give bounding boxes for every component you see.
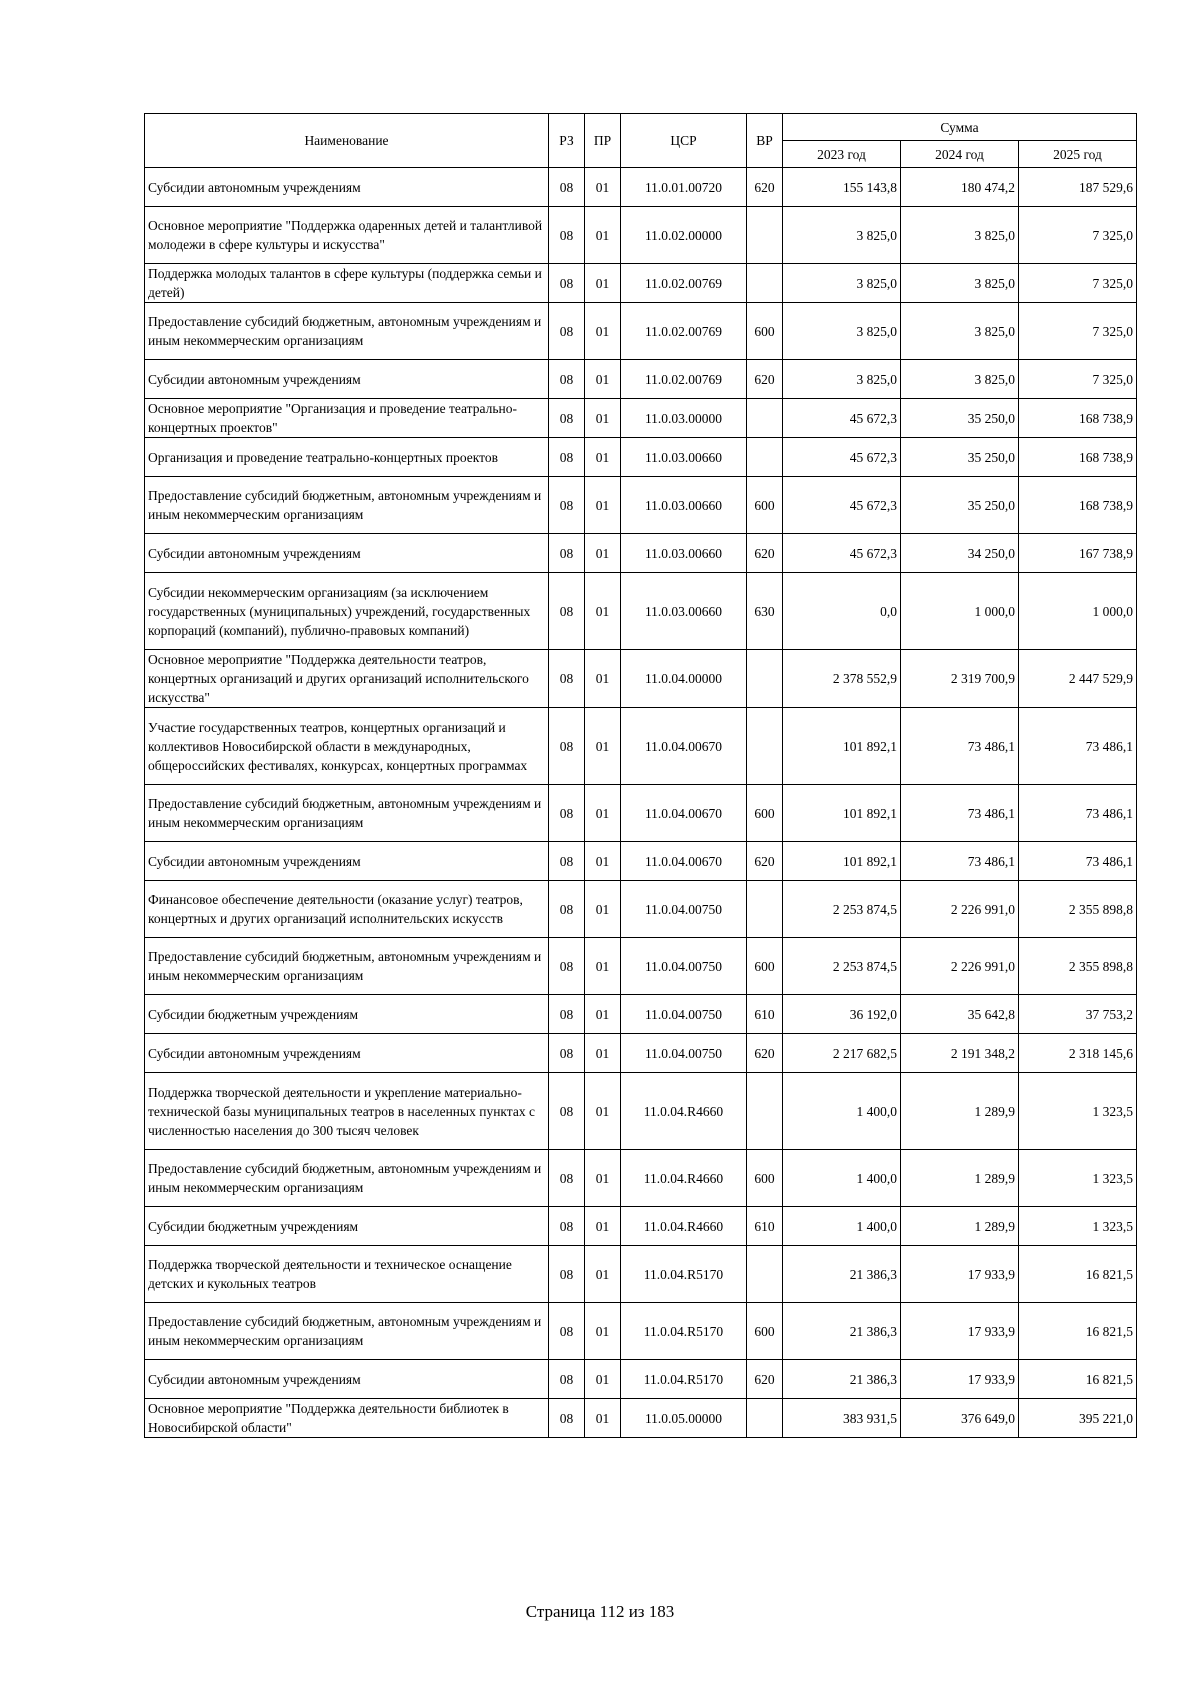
cell-pr: 01	[585, 708, 621, 785]
cell-rz: 08	[549, 1150, 585, 1207]
cell-pr: 01	[585, 842, 621, 881]
table-row	[145, 360, 1137, 399]
cell-vr: 600	[747, 1150, 783, 1207]
cell-csr: 11.0.05.00000	[621, 1399, 747, 1438]
header-year-2024: 2024 год	[901, 141, 1019, 168]
cell-sum-2024: 3 825,0	[901, 207, 1019, 264]
cell-vr: 630	[747, 573, 783, 650]
cell-name: Финансовое обеспечение деятельности (оказание услуг) театров, концертных и других организаций исполнительских искусств	[145, 881, 549, 938]
cell-pr: 01	[585, 1246, 621, 1303]
cell-vr: 620	[747, 1360, 783, 1399]
cell-sum-2024: 73 486,1	[901, 785, 1019, 842]
cell-sum-2025: 1 323,5	[1019, 1150, 1137, 1207]
cell-rz: 08	[549, 477, 585, 534]
cell-pr: 01	[585, 1303, 621, 1360]
cell-rz: 08	[549, 303, 585, 360]
cell-sum-2025: 168 738,9	[1019, 438, 1137, 477]
table-header	[145, 114, 1137, 168]
table-row	[145, 168, 1137, 207]
cell-sum-2025: 187 529,6	[1019, 168, 1137, 207]
cell-vr: 620	[747, 534, 783, 573]
cell-csr: 11.0.03.00660	[621, 477, 747, 534]
cell-rz: 08	[549, 1207, 585, 1246]
cell-sum-2024: 2 191 348,2	[901, 1034, 1019, 1073]
cell-name: Субсидии автономным учреждениям	[145, 534, 549, 573]
table-row	[145, 1073, 1137, 1150]
cell-csr: 11.0.01.00720	[621, 168, 747, 207]
cell-sum-2023: 1 400,0	[783, 1207, 901, 1246]
cell-sum-2024: 2 226 991,0	[901, 938, 1019, 995]
cell-name: Организация и проведение театрально-концертных проектов	[145, 438, 549, 477]
cell-name: Поддержка молодых талантов в сфере культуры (поддержка семьи и детей)	[145, 264, 549, 303]
cell-pr: 01	[585, 1207, 621, 1246]
cell-sum-2023: 3 825,0	[783, 303, 901, 360]
table-row	[145, 573, 1137, 650]
cell-sum-2025: 1 323,5	[1019, 1073, 1137, 1150]
table-row	[145, 1360, 1137, 1399]
table-row	[145, 938, 1137, 995]
cell-csr: 11.0.02.00000	[621, 207, 747, 264]
cell-sum-2024: 3 825,0	[901, 303, 1019, 360]
cell-sum-2024: 35 642,8	[901, 995, 1019, 1034]
cell-pr: 01	[585, 881, 621, 938]
cell-name: Субсидии некоммерческим организациям (за исключением государственных (муниципальных) учреждений, государственных корпораций (компаний), публично-правовых компаний)	[145, 573, 549, 650]
cell-vr: 620	[747, 168, 783, 207]
cell-rz: 08	[549, 399, 585, 438]
table-row	[145, 264, 1137, 303]
cell-sum-2024: 1 000,0	[901, 573, 1019, 650]
cell-csr: 11.0.04.R4660	[621, 1150, 747, 1207]
cell-name: Предоставление субсидий бюджетным, автономным учреждениям и иным некоммерческим организациям	[145, 938, 549, 995]
cell-sum-2023: 45 672,3	[783, 477, 901, 534]
cell-sum-2023: 101 892,1	[783, 708, 901, 785]
cell-rz: 08	[549, 938, 585, 995]
cell-sum-2024: 73 486,1	[901, 842, 1019, 881]
cell-name: Предоставление субсидий бюджетным, автономным учреждениям и иным некоммерческим организациям	[145, 1150, 549, 1207]
cell-pr: 01	[585, 573, 621, 650]
table-row	[145, 1150, 1137, 1207]
cell-sum-2025: 168 738,9	[1019, 477, 1137, 534]
cell-name: Субсидии автономным учреждениям	[145, 1360, 549, 1399]
cell-csr: 11.0.04.00750	[621, 938, 747, 995]
cell-sum-2024: 1 289,9	[901, 1207, 1019, 1246]
cell-pr: 01	[585, 360, 621, 399]
cell-sum-2023: 36 192,0	[783, 995, 901, 1034]
cell-rz: 08	[549, 1073, 585, 1150]
cell-name: Основное мероприятие "Организация и проведение театрально-концертных проектов"	[145, 399, 549, 438]
cell-sum-2024: 35 250,0	[901, 438, 1019, 477]
cell-pr: 01	[585, 168, 621, 207]
cell-pr: 01	[585, 1360, 621, 1399]
cell-sum-2024: 1 289,9	[901, 1073, 1019, 1150]
table-row	[145, 1207, 1137, 1246]
cell-csr: 11.0.04.00000	[621, 650, 747, 708]
cell-vr: 620	[747, 360, 783, 399]
cell-rz: 08	[549, 881, 585, 938]
cell-sum-2023: 2 253 874,5	[783, 881, 901, 938]
cell-sum-2024: 3 825,0	[901, 264, 1019, 303]
cell-csr: 11.0.02.00769	[621, 303, 747, 360]
cell-sum-2025: 395 221,0	[1019, 1399, 1137, 1438]
cell-vr: 610	[747, 1207, 783, 1246]
cell-sum-2023: 0,0	[783, 573, 901, 650]
cell-vr: 620	[747, 1034, 783, 1073]
cell-rz: 08	[549, 1303, 585, 1360]
cell-sum-2023: 101 892,1	[783, 785, 901, 842]
cell-sum-2024: 35 250,0	[901, 477, 1019, 534]
cell-sum-2023: 101 892,1	[783, 842, 901, 881]
cell-vr	[747, 881, 783, 938]
table-row	[145, 1034, 1137, 1073]
cell-sum-2023: 155 143,8	[783, 168, 901, 207]
cell-name: Субсидии автономным учреждениям	[145, 842, 549, 881]
cell-sum-2024: 376 649,0	[901, 1399, 1019, 1438]
table-row	[145, 995, 1137, 1034]
table-row	[145, 438, 1137, 477]
cell-name: Предоставление субсидий бюджетным, автономным учреждениям и иным некоммерческим организациям	[145, 477, 549, 534]
cell-sum-2023: 1 400,0	[783, 1073, 901, 1150]
cell-rz: 08	[549, 842, 585, 881]
cell-rz: 08	[549, 995, 585, 1034]
cell-sum-2024: 17 933,9	[901, 1303, 1019, 1360]
cell-name: Основное мероприятие "Поддержка деятельности театров, концертных организаций и других организаций исполнительского искусства"	[145, 650, 549, 708]
cell-pr: 01	[585, 534, 621, 573]
cell-rz: 08	[549, 534, 585, 573]
cell-name: Предоставление субсидий бюджетным, автономным учреждениям и иным некоммерческим организациям	[145, 303, 549, 360]
cell-vr: 620	[747, 842, 783, 881]
cell-sum-2024: 34 250,0	[901, 534, 1019, 573]
cell-sum-2025: 7 325,0	[1019, 303, 1137, 360]
table-row	[145, 1399, 1137, 1438]
cell-vr	[747, 1399, 783, 1438]
cell-pr: 01	[585, 1150, 621, 1207]
cell-sum-2025: 7 325,0	[1019, 207, 1137, 264]
cell-pr: 01	[585, 438, 621, 477]
cell-pr: 01	[585, 1399, 621, 1438]
cell-vr: 600	[747, 938, 783, 995]
cell-rz: 08	[549, 1399, 585, 1438]
cell-sum-2025: 167 738,9	[1019, 534, 1137, 573]
cell-sum-2023: 3 825,0	[783, 207, 901, 264]
cell-sum-2025: 1 323,5	[1019, 1207, 1137, 1246]
cell-rz: 08	[549, 264, 585, 303]
cell-csr: 11.0.02.00769	[621, 360, 747, 399]
cell-csr: 11.0.04.R4660	[621, 1073, 747, 1150]
cell-vr: 600	[747, 303, 783, 360]
cell-sum-2023: 383 931,5	[783, 1399, 901, 1438]
cell-name: Субсидии бюджетным учреждениям	[145, 995, 549, 1034]
cell-sum-2023: 3 825,0	[783, 360, 901, 399]
cell-sum-2025: 7 325,0	[1019, 360, 1137, 399]
cell-name: Основное мероприятие "Поддержка одаренных детей и талантливой молодежи в сфере культуры и искусства"	[145, 207, 549, 264]
cell-pr: 01	[585, 399, 621, 438]
cell-pr: 01	[585, 477, 621, 534]
cell-sum-2024: 17 933,9	[901, 1360, 1019, 1399]
cell-sum-2025: 73 486,1	[1019, 708, 1137, 785]
cell-sum-2023: 21 386,3	[783, 1303, 901, 1360]
cell-pr: 01	[585, 938, 621, 995]
cell-sum-2023: 3 825,0	[783, 264, 901, 303]
cell-vr: 600	[747, 785, 783, 842]
cell-name: Субсидии автономным учреждениям	[145, 1034, 549, 1073]
cell-pr: 01	[585, 264, 621, 303]
cell-sum-2025: 2 355 898,8	[1019, 881, 1137, 938]
cell-csr: 11.0.04.R5170	[621, 1246, 747, 1303]
header-year-2025: 2025 год	[1019, 141, 1137, 168]
cell-sum-2024: 35 250,0	[901, 399, 1019, 438]
cell-vr: 610	[747, 995, 783, 1034]
table-row	[145, 708, 1137, 785]
table-row	[145, 477, 1137, 534]
cell-vr	[747, 708, 783, 785]
cell-csr: 11.0.04.00750	[621, 881, 747, 938]
cell-csr: 11.0.03.00660	[621, 534, 747, 573]
cell-vr	[747, 264, 783, 303]
cell-name: Поддержка творческой деятельности и укрепление материально-технической базы муниципальных театров в населенных пунктах с численностью населения до 300 тысяч человек	[145, 1073, 549, 1150]
cell-name: Субсидии бюджетным учреждениям	[145, 1207, 549, 1246]
cell-pr: 01	[585, 303, 621, 360]
cell-vr	[747, 399, 783, 438]
table-row	[145, 399, 1137, 438]
cell-sum-2023: 45 672,3	[783, 438, 901, 477]
cell-vr	[747, 650, 783, 708]
cell-sum-2025: 73 486,1	[1019, 785, 1137, 842]
cell-rz: 08	[549, 785, 585, 842]
table-row	[145, 303, 1137, 360]
cell-sum-2025: 73 486,1	[1019, 842, 1137, 881]
budget-table	[144, 113, 1137, 1438]
cell-sum-2025: 168 738,9	[1019, 399, 1137, 438]
table-row	[145, 1246, 1137, 1303]
cell-sum-2024: 2 319 700,9	[901, 650, 1019, 708]
cell-csr: 11.0.02.00769	[621, 264, 747, 303]
cell-name: Участие государственных театров, концертных организаций и коллективов Новосибирской области в международных, общероссийских фестивалях, конкурсах, концертных программах	[145, 708, 549, 785]
cell-name: Предоставление субсидий бюджетным, автономным учреждениям и иным некоммерческим организациям	[145, 785, 549, 842]
cell-sum-2025: 2 355 898,8	[1019, 938, 1137, 995]
cell-csr: 11.0.03.00660	[621, 438, 747, 477]
cell-sum-2023: 21 386,3	[783, 1246, 901, 1303]
cell-rz: 08	[549, 573, 585, 650]
cell-rz: 08	[549, 1034, 585, 1073]
cell-rz: 08	[549, 207, 585, 264]
cell-sum-2023: 45 672,3	[783, 534, 901, 573]
cell-rz: 08	[549, 708, 585, 785]
cell-sum-2024: 17 933,9	[901, 1246, 1019, 1303]
cell-sum-2025: 37 753,2	[1019, 995, 1137, 1034]
cell-pr: 01	[585, 1034, 621, 1073]
cell-name: Субсидии автономным учреждениям	[145, 360, 549, 399]
cell-csr: 11.0.03.00000	[621, 399, 747, 438]
header-rz: РЗ	[549, 114, 585, 168]
cell-sum-2024: 1 289,9	[901, 1150, 1019, 1207]
cell-name: Основное мероприятие "Поддержка деятельности библиотек в Новосибирской области"	[145, 1399, 549, 1438]
cell-csr: 11.0.04.R5170	[621, 1360, 747, 1399]
table-row	[145, 1303, 1137, 1360]
cell-sum-2025: 16 821,5	[1019, 1246, 1137, 1303]
cell-sum-2025: 2 447 529,9	[1019, 650, 1137, 708]
cell-pr: 01	[585, 207, 621, 264]
header-vr: ВР	[747, 114, 783, 168]
cell-pr: 01	[585, 995, 621, 1034]
table-body	[145, 168, 1137, 1438]
cell-csr: 11.0.04.00750	[621, 995, 747, 1034]
cell-sum-2024: 2 226 991,0	[901, 881, 1019, 938]
cell-sum-2023: 21 386,3	[783, 1360, 901, 1399]
cell-sum-2025: 7 325,0	[1019, 264, 1137, 303]
page-number: Страница 112 из 183	[525, 1602, 675, 1621]
cell-csr: 11.0.04.00750	[621, 1034, 747, 1073]
cell-sum-2023: 45 672,3	[783, 399, 901, 438]
cell-sum-2023: 2 217 682,5	[783, 1034, 901, 1073]
cell-sum-2023: 2 378 552,9	[783, 650, 901, 708]
cell-sum-2025: 16 821,5	[1019, 1360, 1137, 1399]
cell-rz: 08	[549, 1360, 585, 1399]
cell-csr: 11.0.04.00670	[621, 708, 747, 785]
cell-name: Субсидии автономным учреждениям	[145, 168, 549, 207]
cell-rz: 08	[549, 168, 585, 207]
cell-csr: 11.0.03.00660	[621, 573, 747, 650]
cell-sum-2024: 180 474,2	[901, 168, 1019, 207]
table-row	[145, 534, 1137, 573]
cell-sum-2024: 73 486,1	[901, 708, 1019, 785]
table-row	[145, 207, 1137, 264]
header-pr: ПР	[585, 114, 621, 168]
cell-vr	[747, 1246, 783, 1303]
cell-sum-2023: 2 253 874,5	[783, 938, 901, 995]
cell-rz: 08	[549, 438, 585, 477]
cell-vr	[747, 207, 783, 264]
cell-name: Предоставление субсидий бюджетным, автономным учреждениям и иным некоммерческим организациям	[145, 1303, 549, 1360]
cell-sum-2023: 1 400,0	[783, 1150, 901, 1207]
table-row	[145, 881, 1137, 938]
cell-sum-2024: 3 825,0	[901, 360, 1019, 399]
table-row	[145, 785, 1137, 842]
cell-csr: 11.0.04.00670	[621, 785, 747, 842]
cell-rz: 08	[549, 650, 585, 708]
cell-rz: 08	[549, 360, 585, 399]
cell-pr: 01	[585, 650, 621, 708]
cell-pr: 01	[585, 1073, 621, 1150]
cell-csr: 11.0.04.R5170	[621, 1303, 747, 1360]
cell-rz: 08	[549, 1246, 585, 1303]
cell-vr	[747, 1073, 783, 1150]
header-year-2023: 2023 год	[783, 141, 901, 168]
cell-sum-2025: 1 000,0	[1019, 573, 1137, 650]
header-sum: Сумма	[783, 114, 1137, 141]
cell-vr	[747, 438, 783, 477]
cell-sum-2025: 16 821,5	[1019, 1303, 1137, 1360]
table-row	[145, 842, 1137, 881]
cell-vr: 600	[747, 477, 783, 534]
cell-csr: 11.0.04.R4660	[621, 1207, 747, 1246]
header-csr: ЦСР	[621, 114, 747, 168]
cell-vr: 600	[747, 1303, 783, 1360]
cell-csr: 11.0.04.00670	[621, 842, 747, 881]
table-row	[145, 650, 1137, 708]
cell-name: Поддержка творческой деятельности и техническое оснащение детских и кукольных театров	[145, 1246, 549, 1303]
cell-pr: 01	[585, 785, 621, 842]
header-name: Наименование	[145, 114, 549, 168]
cell-sum-2025: 2 318 145,6	[1019, 1034, 1137, 1073]
